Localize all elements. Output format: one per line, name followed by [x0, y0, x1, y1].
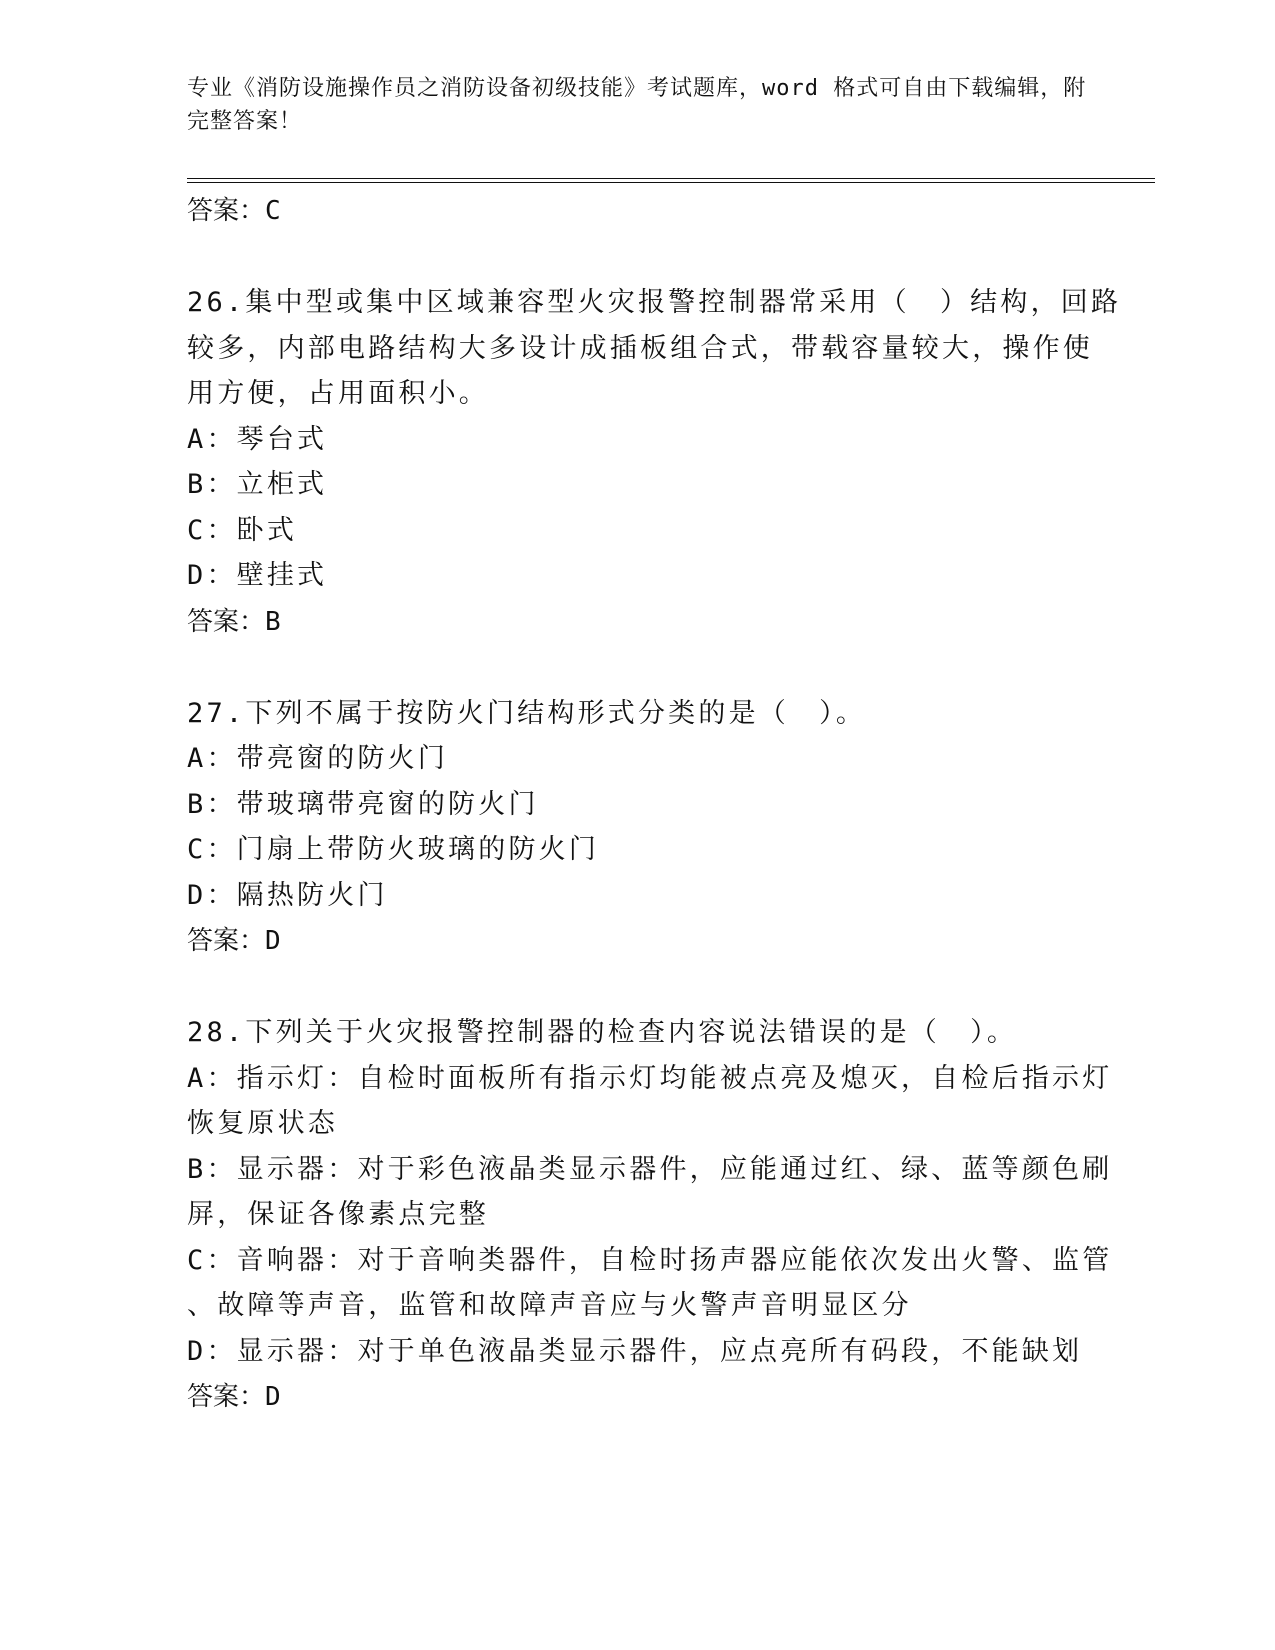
answer-line: 答案：D: [187, 1382, 281, 1412]
option-d: D：壁挂式: [187, 560, 328, 591]
question-stem: 用方便，占用面积小。: [187, 378, 489, 409]
previous-answer: 答案：C: [187, 196, 281, 226]
option-b: B：立柜式: [187, 469, 328, 500]
spacer: [187, 645, 1087, 691]
option-b-continued: 屏，保证各像素点完整: [187, 1199, 489, 1230]
answer-line: 答案：D: [187, 926, 281, 956]
option-a: A：琴台式: [187, 423, 328, 455]
option-d: D：隔热防火门: [187, 879, 388, 911]
answer-line: 答案：B: [187, 606, 281, 637]
option-c: C：卧式: [187, 514, 298, 546]
option-d: D：显示器：对于单色液晶类显示器件，应点亮所有码段，不能缺划: [187, 1335, 1083, 1367]
spacer: [187, 964, 1087, 1010]
header-divider: [187, 178, 1155, 179]
question-block: [187, 1010, 1113, 1420]
question-stem: 27.下列不属于按防火门结构形式分类的是（ ）。: [187, 697, 867, 729]
option-b: B：带玻璃带亮窗的防火门: [187, 788, 539, 820]
option-a: A：指示灯：自检时面板所有指示灯均能被点亮及熄灭，自检后指示灯: [187, 1062, 1113, 1094]
question-block: [187, 280, 1122, 645]
header-divider-double: [187, 182, 1155, 183]
option-a-continued: 恢复原状态: [187, 1108, 338, 1139]
question-stem: 较多，内部电路结构大多设计成插板组合式，带载容量较大，操作使: [187, 332, 1093, 364]
option-c: C：门扇上带防火玻璃的防火门: [187, 834, 600, 865]
spacer: [187, 234, 1087, 280]
question-block: [187, 691, 1087, 965]
option-a: A：带亮窗的防火门: [187, 743, 449, 774]
question-stem: 26.集中型或集中区域兼容型火灾报警控制器常采用（ ）结构，回路: [187, 287, 1122, 318]
option-c-continued: 、故障等声音，监管和故障声音应与火警声音明显区分: [187, 1290, 912, 1321]
option-b: B：显示器：对于彩色液晶类显示器件，应能通过红、绿、蓝等颜色刷: [187, 1153, 1113, 1185]
option-c: C：音响器：对于音响类器件，自检时扬声器应能依次发出火警、监管: [187, 1244, 1113, 1276]
question-content: [187, 188, 1122, 1420]
question-stem: 28.下列关于火灾报警控制器的检查内容说法错误的是（ ）。: [187, 1017, 1018, 1048]
document-header: 专业《消防设施操作员之消防设备初级技能》考试题库，word 格式可自由下载编辑，附完整答案！: [187, 76, 1087, 134]
